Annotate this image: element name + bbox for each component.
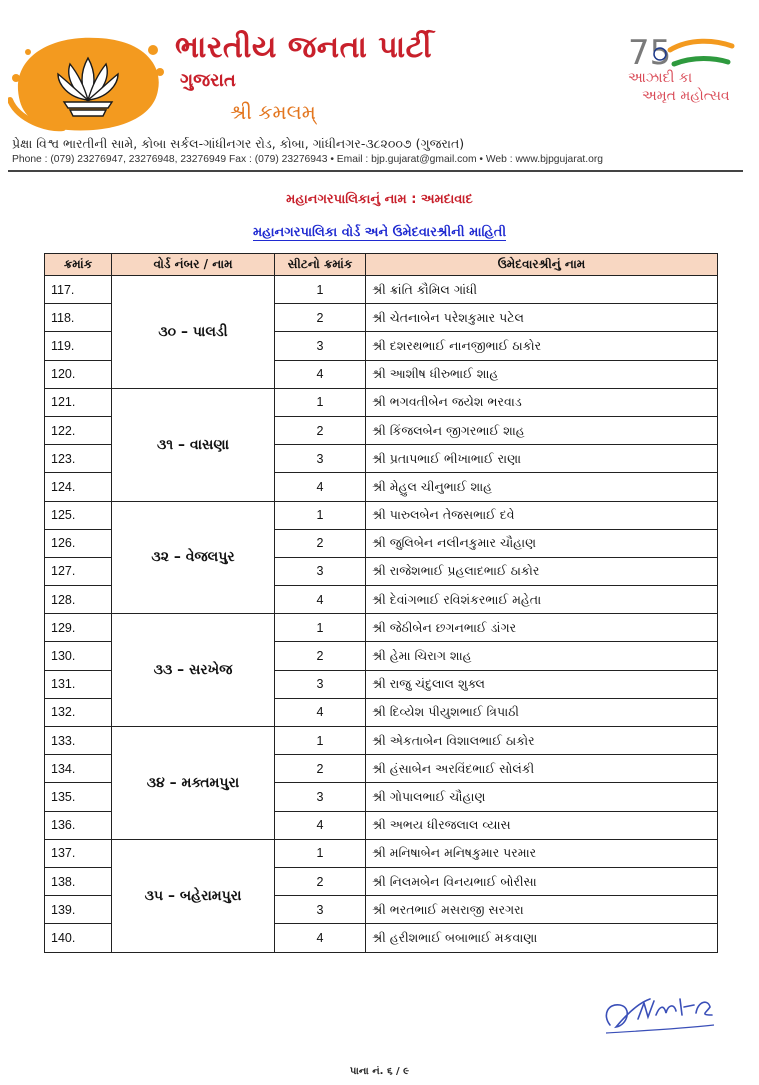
ward-name: ૩૫ – બહેરામપુરા xyxy=(112,839,275,952)
seat-number: 4 xyxy=(275,586,366,614)
table-row xyxy=(45,839,718,867)
ward-name: ૩૦ – પાલડી xyxy=(112,276,275,389)
serial-number: 129. xyxy=(45,614,112,642)
ward-name: ૩૪ – મક્તમપુરા xyxy=(112,727,275,840)
serial-number: 128. xyxy=(45,586,112,614)
serial-number: 140. xyxy=(45,924,112,952)
page-number: પાના નં. ૬ / ૯ xyxy=(349,1066,410,1077)
seat-number: 3 xyxy=(275,332,366,360)
serial-number: 126. xyxy=(45,529,112,557)
candidate-name: શ્રી હેમા ચિરાગ શાહ xyxy=(366,642,718,670)
candidate-name: શ્રી જુલિબેન નલીનકુમાર ચૌહાણ xyxy=(366,529,718,557)
serial-number: 123. xyxy=(45,445,112,473)
seat-number: 2 xyxy=(275,304,366,332)
serial-number: 137. xyxy=(45,839,112,867)
serial-number: 125. xyxy=(45,501,112,529)
candidate-name: શ્રી પારુલબેન તેજસભાઈ દવે xyxy=(366,501,718,529)
ward-info-subheading-text: મહાનગરપાલિકા વોર્ડ અને ઉમેદવારશ્રીની માહિતી xyxy=(252,225,507,240)
candidate-name: શ્રી હંસાબેન અરવિંદભાઈ સોલંકી xyxy=(366,755,718,783)
office-address: પ્રેક્ષા વિશ્વ ભારતીની સામે, કોબા સર્કલ-ગાંધીનગર રોડ, કોબા, ગાંધીનગર-૩૮૨૦૦૭ (ગુજરાત) xyxy=(12,136,465,151)
seat-number: 3 xyxy=(275,783,366,811)
party-name: ભારતીય જનતા પાર્ટી xyxy=(175,30,433,65)
column-header-candidate: ઉમેદવારશ્રીનું નામ xyxy=(366,254,718,276)
candidate-name: શ્રી આશીષ ધીરુભાઈ શાહ xyxy=(366,360,718,388)
seat-number: 4 xyxy=(275,698,366,726)
serial-number: 120. xyxy=(45,360,112,388)
candidate-name: શ્રી ગોપાલભાઈ ચૌહાણ xyxy=(366,783,718,811)
candidate-name: શ્રી દિવ્યેશ પીયુશભાઈ ત્રિપાઠી xyxy=(366,698,718,726)
seat-number: 1 xyxy=(275,727,366,755)
serial-number: 121. xyxy=(45,388,112,416)
seat-number: 4 xyxy=(275,924,366,952)
serial-number: 135. xyxy=(45,783,112,811)
seat-number: 1 xyxy=(275,839,366,867)
candidate-name: શ્રી જેઠીબેન છગનભાઈ ડાંગર xyxy=(366,614,718,642)
seat-number: 2 xyxy=(275,867,366,895)
seat-number: 4 xyxy=(275,360,366,388)
table-row xyxy=(45,727,718,755)
seat-number: 1 xyxy=(275,501,366,529)
serial-number: 139. xyxy=(45,896,112,924)
corporation-name-heading: મહાનગરપાલિકાનું નામ : અમદાવાદ xyxy=(286,192,473,207)
ward-name: ૩૩ – સરખેજ xyxy=(112,614,275,727)
candidate-name: શ્રી નિલમબેન વિનયભાઈ બોરીસા xyxy=(366,867,718,895)
table-row xyxy=(45,276,718,304)
serial-number: 130. xyxy=(45,642,112,670)
column-header-serial: ક્રમાંક xyxy=(45,254,112,276)
serial-number: 122. xyxy=(45,416,112,444)
seat-number: 4 xyxy=(275,811,366,839)
candidate-name: શ્રી એકતાબેન વિશાલભાઈ ઠાકોર xyxy=(366,727,718,755)
seat-number: 3 xyxy=(275,445,366,473)
serial-number: 131. xyxy=(45,670,112,698)
serial-number: 138. xyxy=(45,867,112,895)
candidate-name: શ્રી ભરતભાઈ મસરાજી સરગરા xyxy=(366,896,718,924)
header-divider xyxy=(8,170,743,172)
candidate-name: શ્રી હરીશભાઈ બબાભાઈ મકવાણા xyxy=(366,924,718,952)
serial-number: 117. xyxy=(45,276,112,304)
table-row xyxy=(45,501,718,529)
candidate-name: શ્રી રાજેશભાઈ પ્રહલાદભાઈ ઠાકોર xyxy=(366,557,718,585)
column-header-ward: વોર્ડ નંબર / નામ xyxy=(112,254,275,276)
signature xyxy=(598,985,718,1045)
seat-number: 3 xyxy=(275,896,366,924)
candidate-name: શ્રી મનિષાબેન મનિષકુમાર પરમાર xyxy=(366,839,718,867)
seat-number: 3 xyxy=(275,557,366,585)
seat-number: 1 xyxy=(275,388,366,416)
candidate-name: શ્રી દેવાંગભાઈ રવિશંકરભાઈ મહેતા xyxy=(366,586,718,614)
table-header-row xyxy=(45,254,718,276)
candidate-name: શ્રી ભગવતીબેન જયેશ ભરવાડ xyxy=(366,388,718,416)
seat-number: 2 xyxy=(275,529,366,557)
ward-name: ૩૨ – વેજલપુર xyxy=(112,501,275,614)
contact-info: Phone : (079) 23276947, 23276948, 23276949 Fax : (079) 23276943 • Email : bjp.gujarat@gmail.com • Web : www.bjpgujarat.org xyxy=(12,154,604,165)
serial-number: 124. xyxy=(45,473,112,501)
table-row xyxy=(45,388,718,416)
candidate-name: શ્રી ચેતનાબેન પરેશકુમાર પટેલ xyxy=(366,304,718,332)
serial-number: 127. xyxy=(45,557,112,585)
candidate-name: શ્રી ક્રાંતિ કૌમિલ ગાંધી xyxy=(366,276,718,304)
party-state: ગુજરાત xyxy=(180,70,236,91)
candidate-name: શ્રી અભય ધીરજલાલ વ્યાસ xyxy=(366,811,718,839)
candidates-table xyxy=(44,253,718,953)
ward-name: ૩૧ – વાસણા xyxy=(112,388,275,501)
candidate-name: શ્રી પ્રતાપભાઈ ભીખાભાઈ રાણા xyxy=(366,445,718,473)
candidate-name: શ્રી રાજુ ચંદુલાલ શુક્લ xyxy=(366,670,718,698)
table-row xyxy=(45,614,718,642)
serial-number: 119. xyxy=(45,332,112,360)
seat-number: 3 xyxy=(275,670,366,698)
column-header-seat: સીટનો ક્રમાંક xyxy=(275,254,366,276)
seat-number: 2 xyxy=(275,416,366,444)
party-office: શ્રી કમલમ્ xyxy=(230,100,316,124)
azadi-number: 75 xyxy=(628,33,672,73)
seat-number: 4 xyxy=(275,473,366,501)
azadi-line-2: અમૃત મહોત્સવ xyxy=(642,88,730,104)
seat-number: 2 xyxy=(275,642,366,670)
seat-number: 2 xyxy=(275,755,366,783)
candidate-name: શ્રી દશરથભાઈ નાનજીભાઈ ઠાકોર xyxy=(366,332,718,360)
serial-number: 132. xyxy=(45,698,112,726)
ward-info-subheading xyxy=(0,225,759,240)
serial-number: 118. xyxy=(45,304,112,332)
azadi-line-1: આઝાદી કા xyxy=(628,70,693,86)
seat-number: 1 xyxy=(275,614,366,642)
serial-number: 136. xyxy=(45,811,112,839)
seat-number: 1 xyxy=(275,276,366,304)
candidate-name: શ્રી મેહુલ ચીનુભાઈ શાહ xyxy=(366,473,718,501)
serial-number: 134. xyxy=(45,755,112,783)
serial-number: 133. xyxy=(45,727,112,755)
candidate-name: શ્રી કિંજલબેન જીગરભાઈ શાહ xyxy=(366,416,718,444)
bjp-lotus-logo xyxy=(8,30,168,135)
